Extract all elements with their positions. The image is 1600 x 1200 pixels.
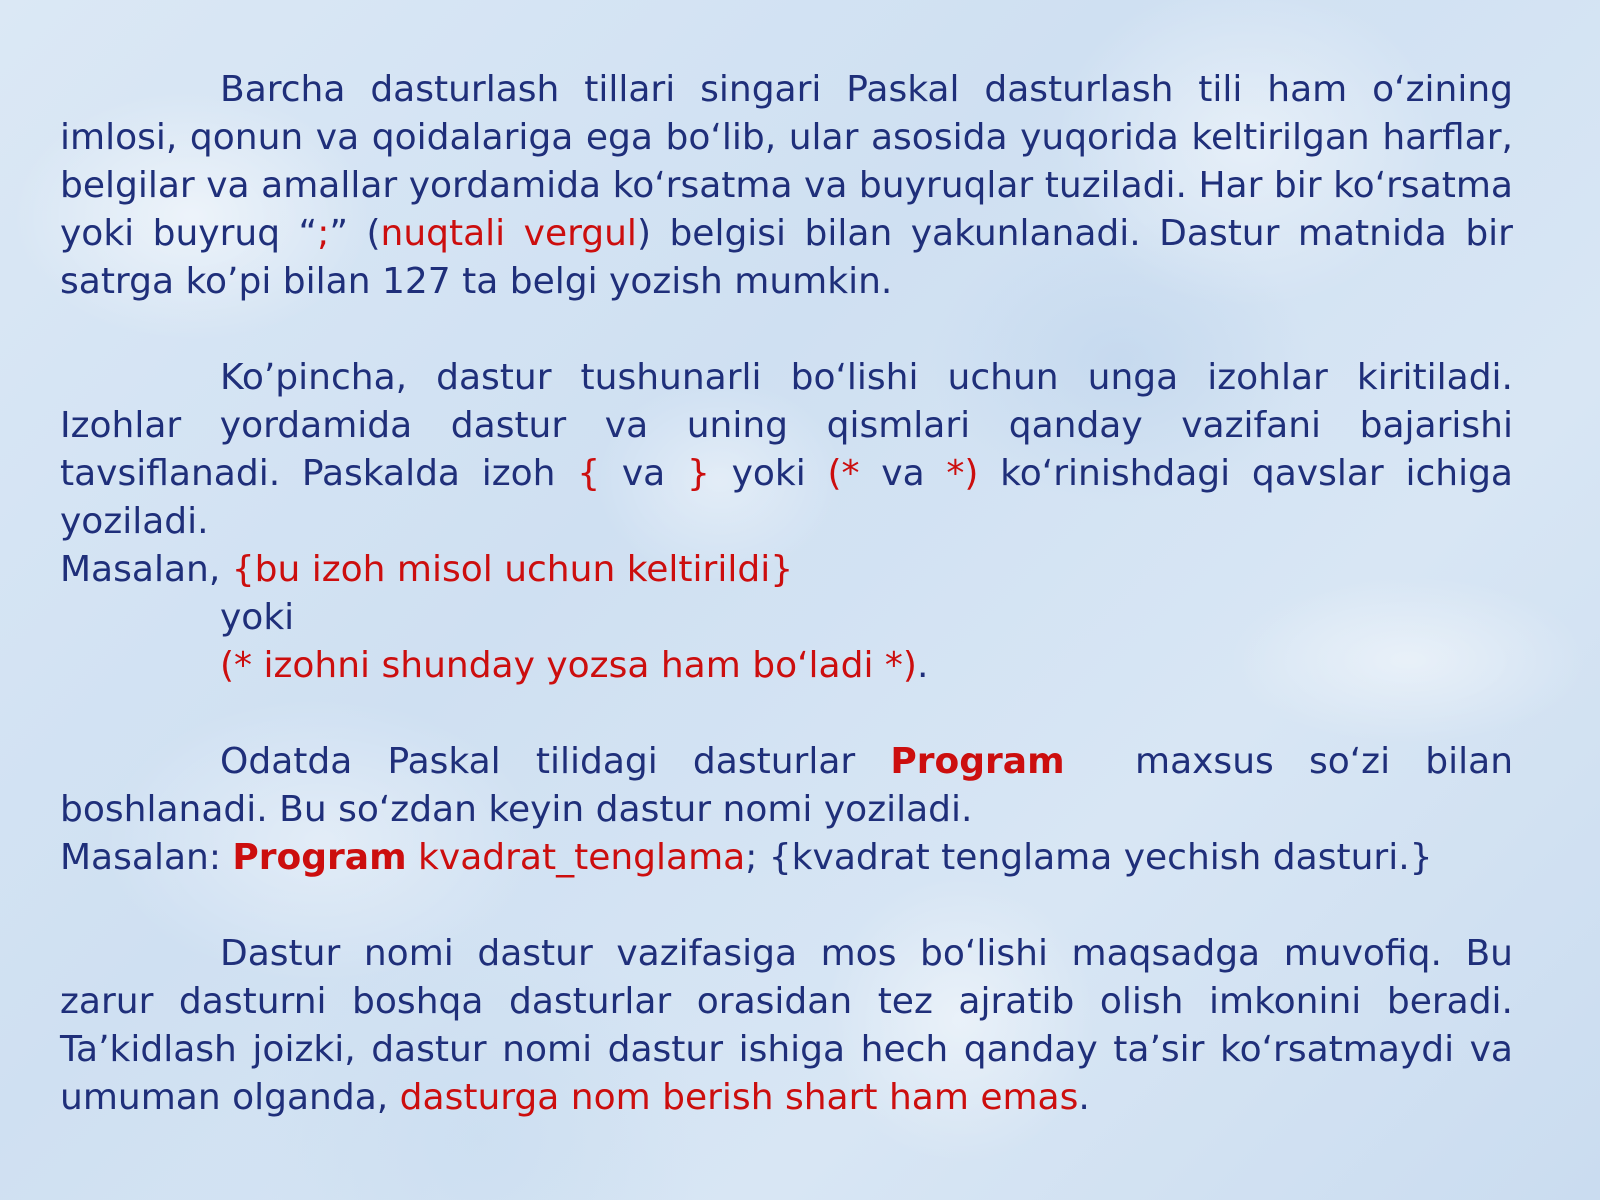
brace-close-symbol: } — [686, 453, 710, 494]
document-body — [60, 66, 1525, 1122]
text: Dastur nomi dastur vazifasiga mos bo‘lishi maqsadga muvofiq. Bu zarur dasturni boshqa dasturlar orasidan tez ajratib olish imkonini beradi. Ta’kidlash joizki, dastur nomi dastur ishiga hech qanday ta’sir ko‘rsatmaydi va umuman olganda, — [60, 933, 1513, 1118]
example-program-line — [60, 834, 1513, 882]
text: ) belgisi bilan yakunlanadi. Dastur matnida bir satrga ko’pi bilan 127 ta belgi yozish mumkin. — [60, 213, 1513, 302]
text: maxsus so‘zi bilan boshlanadi. Bu so‘zdan keyin dastur nomi yoziladi. — [60, 741, 1525, 830]
paragraph-spacer — [60, 306, 1513, 354]
brace-open-symbol: { — [577, 453, 601, 494]
highlight-text: dasturga nom berish shart ham emas — [399, 1077, 1079, 1118]
example-comment2-line — [60, 642, 1513, 690]
term-semicolon-name: nuqtali vergul — [380, 213, 637, 254]
text: ; {kvadrat tenglama yechish dasturi.} — [745, 837, 1433, 878]
program-keyword: Program — [232, 837, 407, 878]
text: va — [600, 453, 687, 494]
text: va — [859, 453, 947, 494]
example-or-line — [60, 594, 1513, 642]
paragraph-comments — [60, 354, 1513, 546]
text: Masalan, — [60, 549, 232, 590]
program-name: kvadrat_tenglama — [406, 837, 746, 878]
text: . — [916, 645, 929, 686]
paragraph-spacer — [60, 882, 1513, 930]
paragraph-program-keyword — [60, 738, 1525, 834]
semicolon-symbol: ; — [317, 213, 330, 254]
paren-star-close-symbol: *) — [946, 453, 979, 494]
text: . — [1078, 1077, 1090, 1118]
paragraph-spacer — [60, 690, 1513, 738]
text: Ko’pincha, dastur tushunarli bo‘lishi uchun unga izohlar kiritiladi. Izohlar yordamida dastur va uning qismlari qanday vazifani bajarishi tavsiflanadi. Paskalda izoh — [60, 357, 1513, 494]
example-comment-braces: {bu izoh misol uchun keltirildi} — [231, 549, 794, 590]
text: ” ( — [329, 213, 381, 254]
paren-star-open-symbol: (* — [827, 453, 860, 494]
text: ko‘rinishdagi qavslar ichiga yoziladi. — [60, 453, 1513, 542]
paragraph-program-name — [60, 930, 1513, 1122]
text: Masalan: — [60, 837, 233, 878]
example-comment-line — [60, 546, 1513, 594]
text: Odatda Paskal tilidagi dasturlar — [220, 741, 891, 782]
text: Barcha dasturlash tillari singari Paskal dasturlash tili ham o‘zining imlosi, qonun va qoidalariga ega bo‘lib, ular asosida yuqorida keltirilgan harflar, belgilar va amallar yordamida ko‘rsatma va buyruqlar tuziladi. Har bir ko‘rsatma yoki buyruq “ — [60, 69, 1513, 254]
example-comment-paren-star: (* izohni shunday yozsa ham bo‘ladi *) — [220, 645, 917, 686]
text: yoki — [709, 453, 828, 494]
program-keyword: Program — [890, 741, 1065, 782]
text: yoki — [220, 597, 295, 638]
paragraph-syntax-rules — [60, 66, 1513, 306]
